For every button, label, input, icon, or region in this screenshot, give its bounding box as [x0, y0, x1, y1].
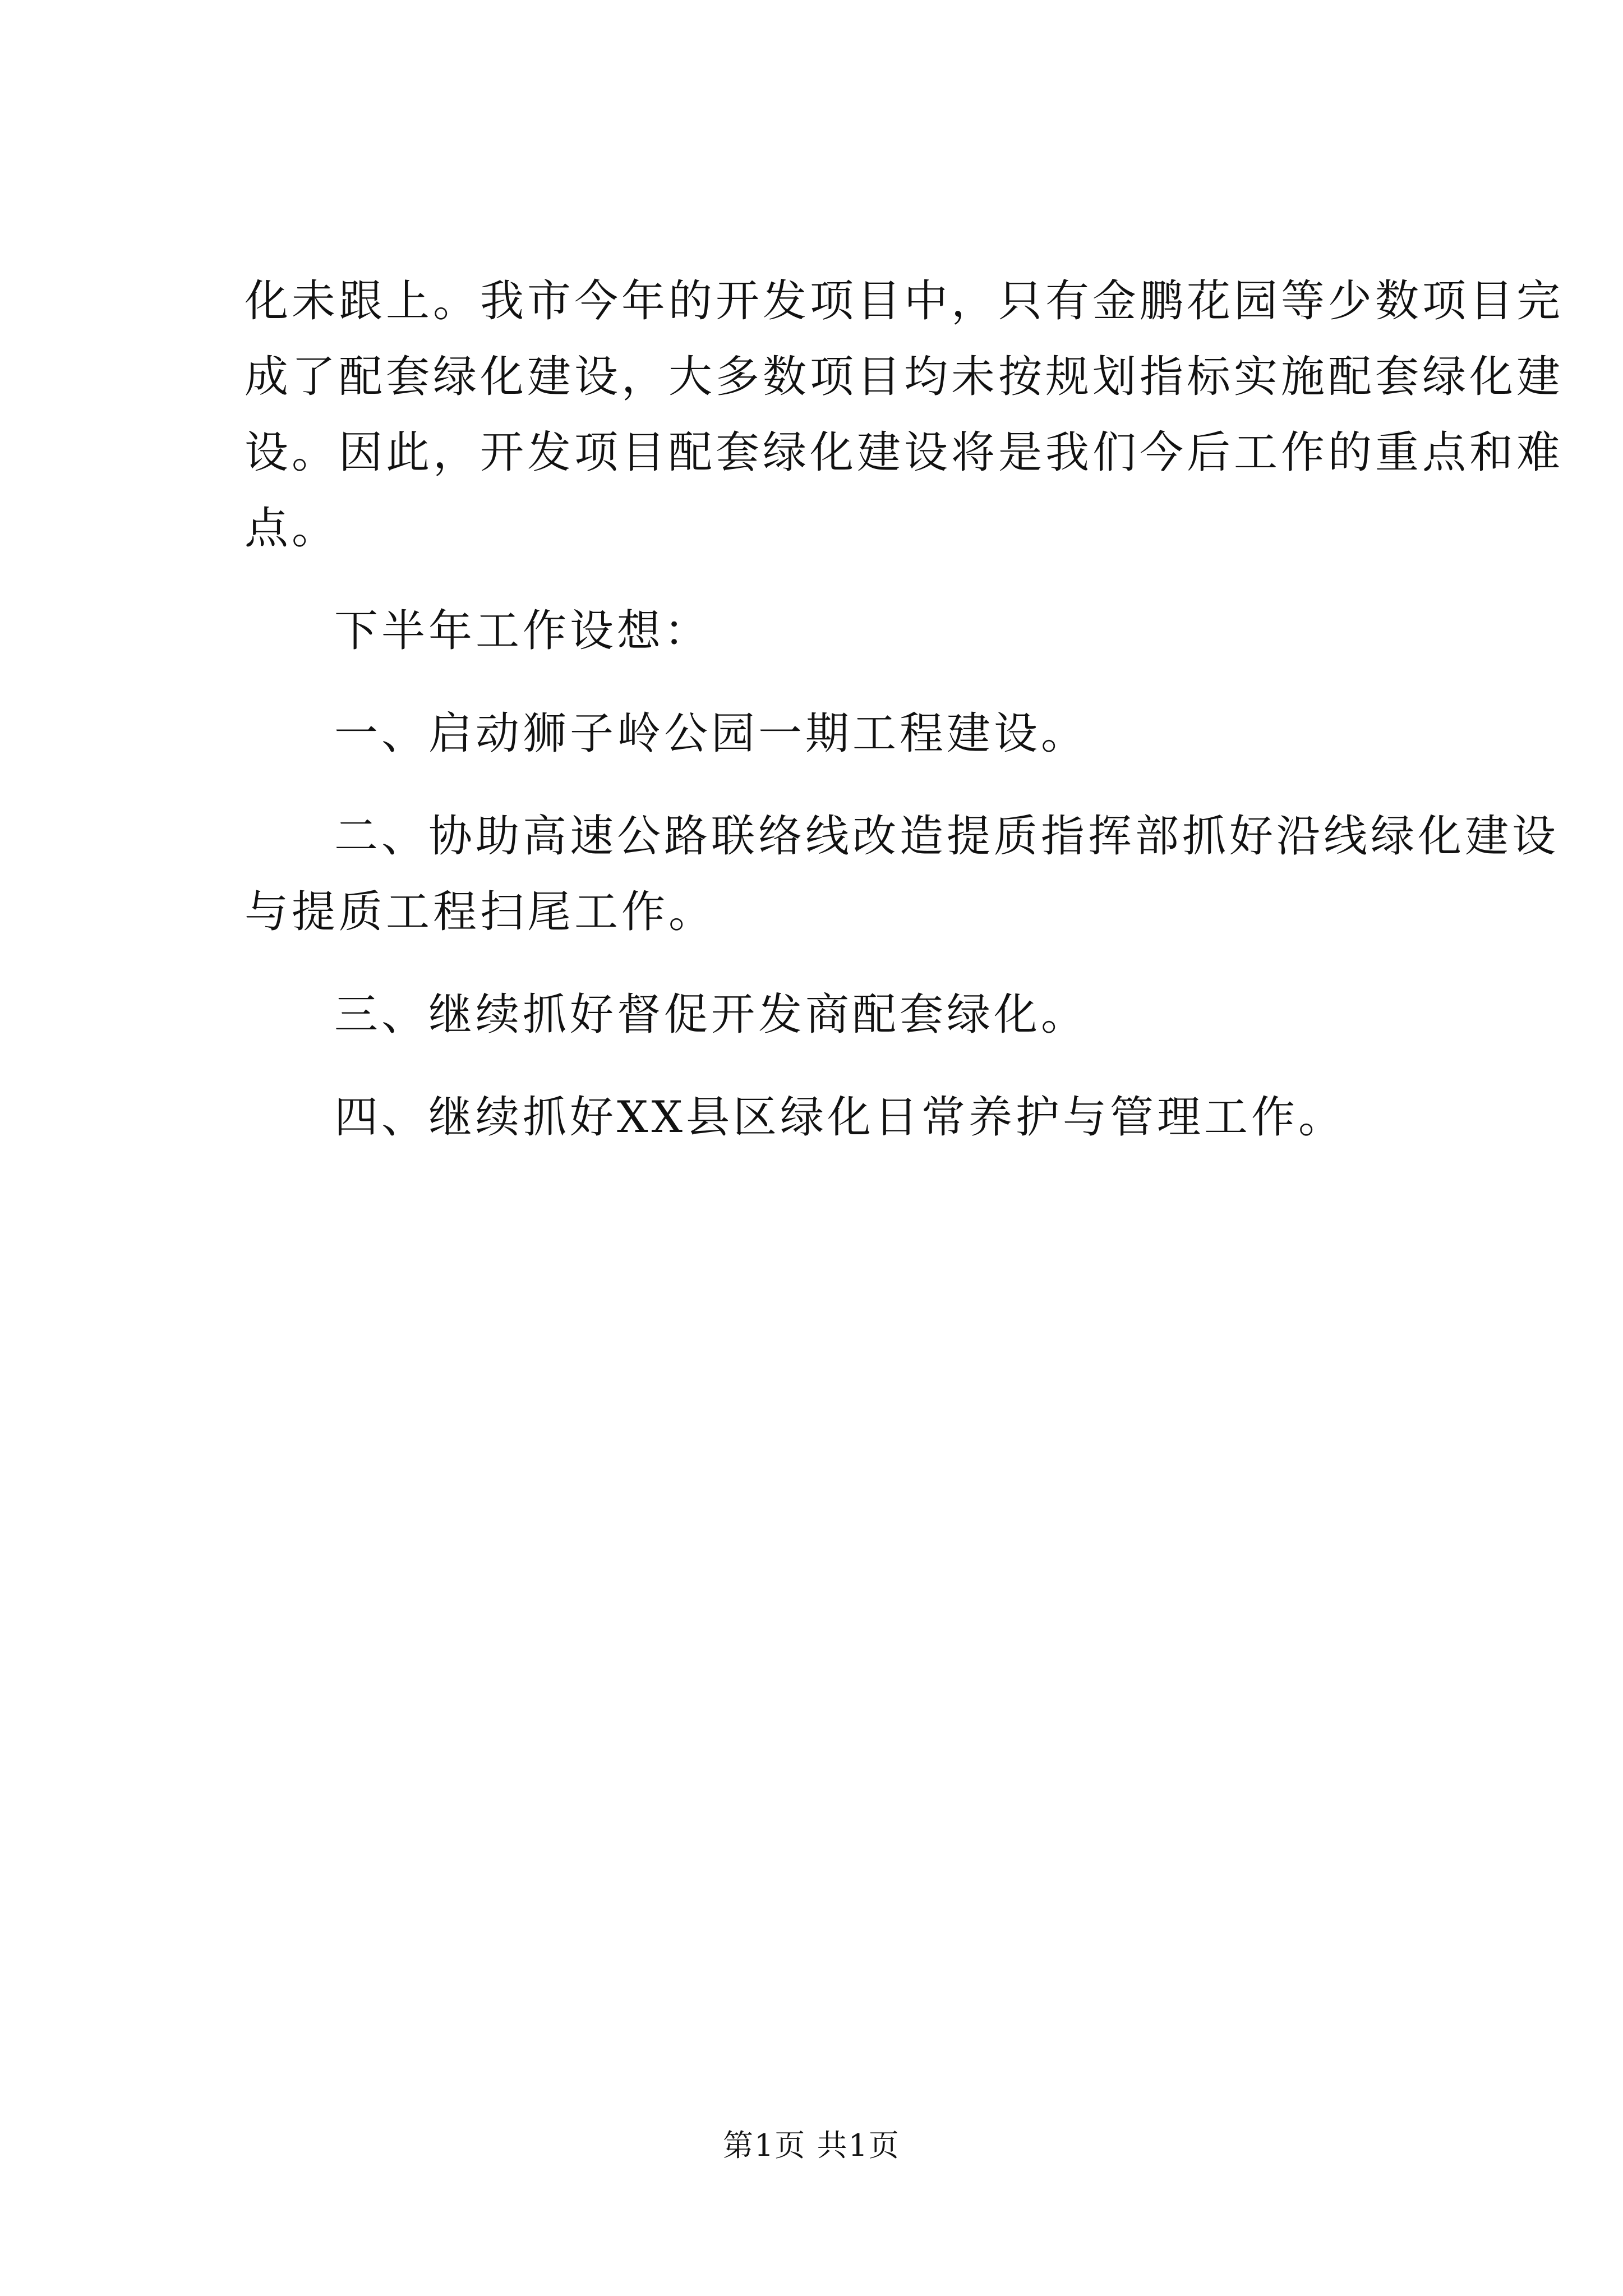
paragraph-1-line-1: 化未跟上。我市今年的开发项目中，只有金鹏花园等少数项目完: [245, 276, 1564, 326]
document-body: [245, 264, 1564, 1156]
plan-item-1: 一、启动狮子岭公园一期工程建设。: [334, 708, 1089, 759]
page-footer: 第1页 共1页: [723, 2128, 900, 2163]
plan-item-2-line-2: 与提质工程扫尾工作。: [245, 887, 716, 937]
plan-item-4: 四、继续抓好XX县区绿化日常养护与管理工作。: [334, 1092, 1346, 1143]
plan-heading: 下半年工作设想：: [334, 606, 712, 656]
plan-item-3: 三、继续抓好督促开发商配套绿化。: [334, 990, 1089, 1040]
plan-item-2-line-1: 二、协助高速公路联络线改造提质指挥部抓好沿线绿化建设: [334, 811, 1560, 862]
paragraph-1-line-4: 点。: [245, 503, 339, 554]
paragraph-1-line-2: 成了配套绿化建设，大多数项目均未按规划指标实施配套绿化建: [245, 352, 1564, 402]
paragraph-1-line-3: 设。因此，开发项目配套绿化建设将是我们今后工作的重点和难: [245, 427, 1564, 478]
